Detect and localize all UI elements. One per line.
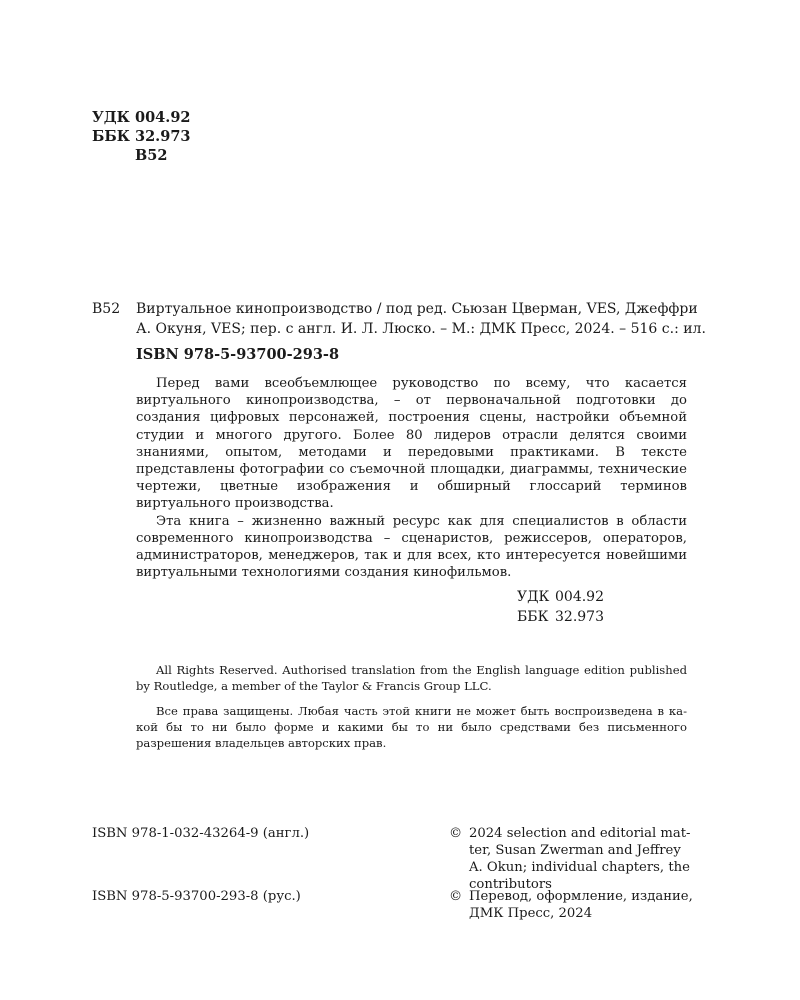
copyright-original	[449, 825, 699, 893]
copyright-translation-text	[469, 888, 699, 922]
bbk-value: 32.973	[135, 128, 191, 145]
bbk-label-bottom: ББК	[517, 609, 549, 625]
bbk-value-bottom: 32.973	[555, 609, 604, 625]
udk-label: УДК	[92, 109, 130, 126]
isbn-main: ISBN 978-5-93700-293-8	[136, 346, 340, 363]
rights-russian: Все права защищены. Любая часть этой книги не может быть воспроизведена в какой бы то ни было форме и какими бы то ни было средствами без письменного разрешения владельцев авторских прав.	[136, 704, 687, 750]
copyright-original-line: 2024 selection and editorial mat-	[469, 826, 691, 841]
copyright-original-text	[469, 825, 699, 893]
isbn-russian: ISBN 978-5-93700-293-8 (рус.)	[92, 889, 301, 904]
copyright-original-line: contributors	[469, 877, 552, 892]
copyright-symbol: ©	[449, 826, 463, 841]
bibliographic-line-2: А. Окуня, VES; пер. с англ. И. Л. Люско. – М.: ДМК Пресс, 2024. – 516 с.: ил.	[136, 321, 706, 337]
abstract-paragraph-2: Эта книга – жизненно важный ресурс как для специалистов в области современного кинопроизводства – сценаристов, режиссеров, операторов, администраторов, менеджеров, так и для всех, кто интересуется новейшими виртуальными технологиями создания кинофильмов.	[136, 513, 687, 581]
bibliographic-line-1: Виртуальное кинопроизводство / под ред. Сьюзан Цверман, VES, Джеффри	[136, 301, 698, 317]
bbk-row	[92, 127, 191, 146]
classification-block-bottom	[517, 587, 604, 627]
isbn-english: ISBN 978-1-032-43264-9 (англ.)	[92, 826, 310, 841]
bibliographic-description	[136, 299, 706, 339]
classification-block-top	[92, 108, 191, 165]
udk-value: 004.92	[135, 109, 191, 126]
udk-row-bottom	[517, 587, 604, 607]
udk-value-bottom: 004.92	[555, 589, 604, 605]
rights-english: All Rights Reserved. Authorised translation from the English language edition published by Routledge, a member of the Taylor & Francis Group LLC.	[136, 663, 687, 693]
bbk-row-bottom	[517, 607, 604, 627]
bbk-label: ББК	[92, 128, 130, 145]
abstract-paragraph-1: Перед вами всеобъемлющее руководство по всему, что касается виртуального кинопроизводства, – от первоначальной подготовки до создания цифровых персонажей, построения сцены, настройки объемной студии и многого другого. Более 80 лидеров отрасли делятся своими знаниями, опытом, методами и передовыми практиками. В тексте представлены фотографии со съемочной площадки, диаграммы, технические чертежи, цветные изображения и обширный глоссарий терминов виртуального производства.	[136, 376, 687, 512]
copyright-original-line: A. Okun; individual chapters, the	[469, 860, 690, 875]
copyright-translation	[449, 888, 699, 922]
copyright-symbol: ©	[449, 889, 463, 904]
author-mark-row	[92, 146, 191, 165]
copyright-original-line: ter, Susan Zwerman and Jeffrey	[469, 843, 681, 858]
copyright-translation-line: Перевод, оформление, издание,	[469, 889, 693, 904]
udk-label-bottom: УДК	[517, 589, 550, 605]
author-mark: В52	[135, 147, 168, 164]
udk-row	[92, 108, 191, 127]
bibliographic-code: В52	[92, 301, 121, 317]
rights-notice	[136, 662, 687, 760]
abstract	[136, 375, 687, 581]
copyright-translation-line: ДМК Пресс, 2024	[469, 906, 593, 921]
